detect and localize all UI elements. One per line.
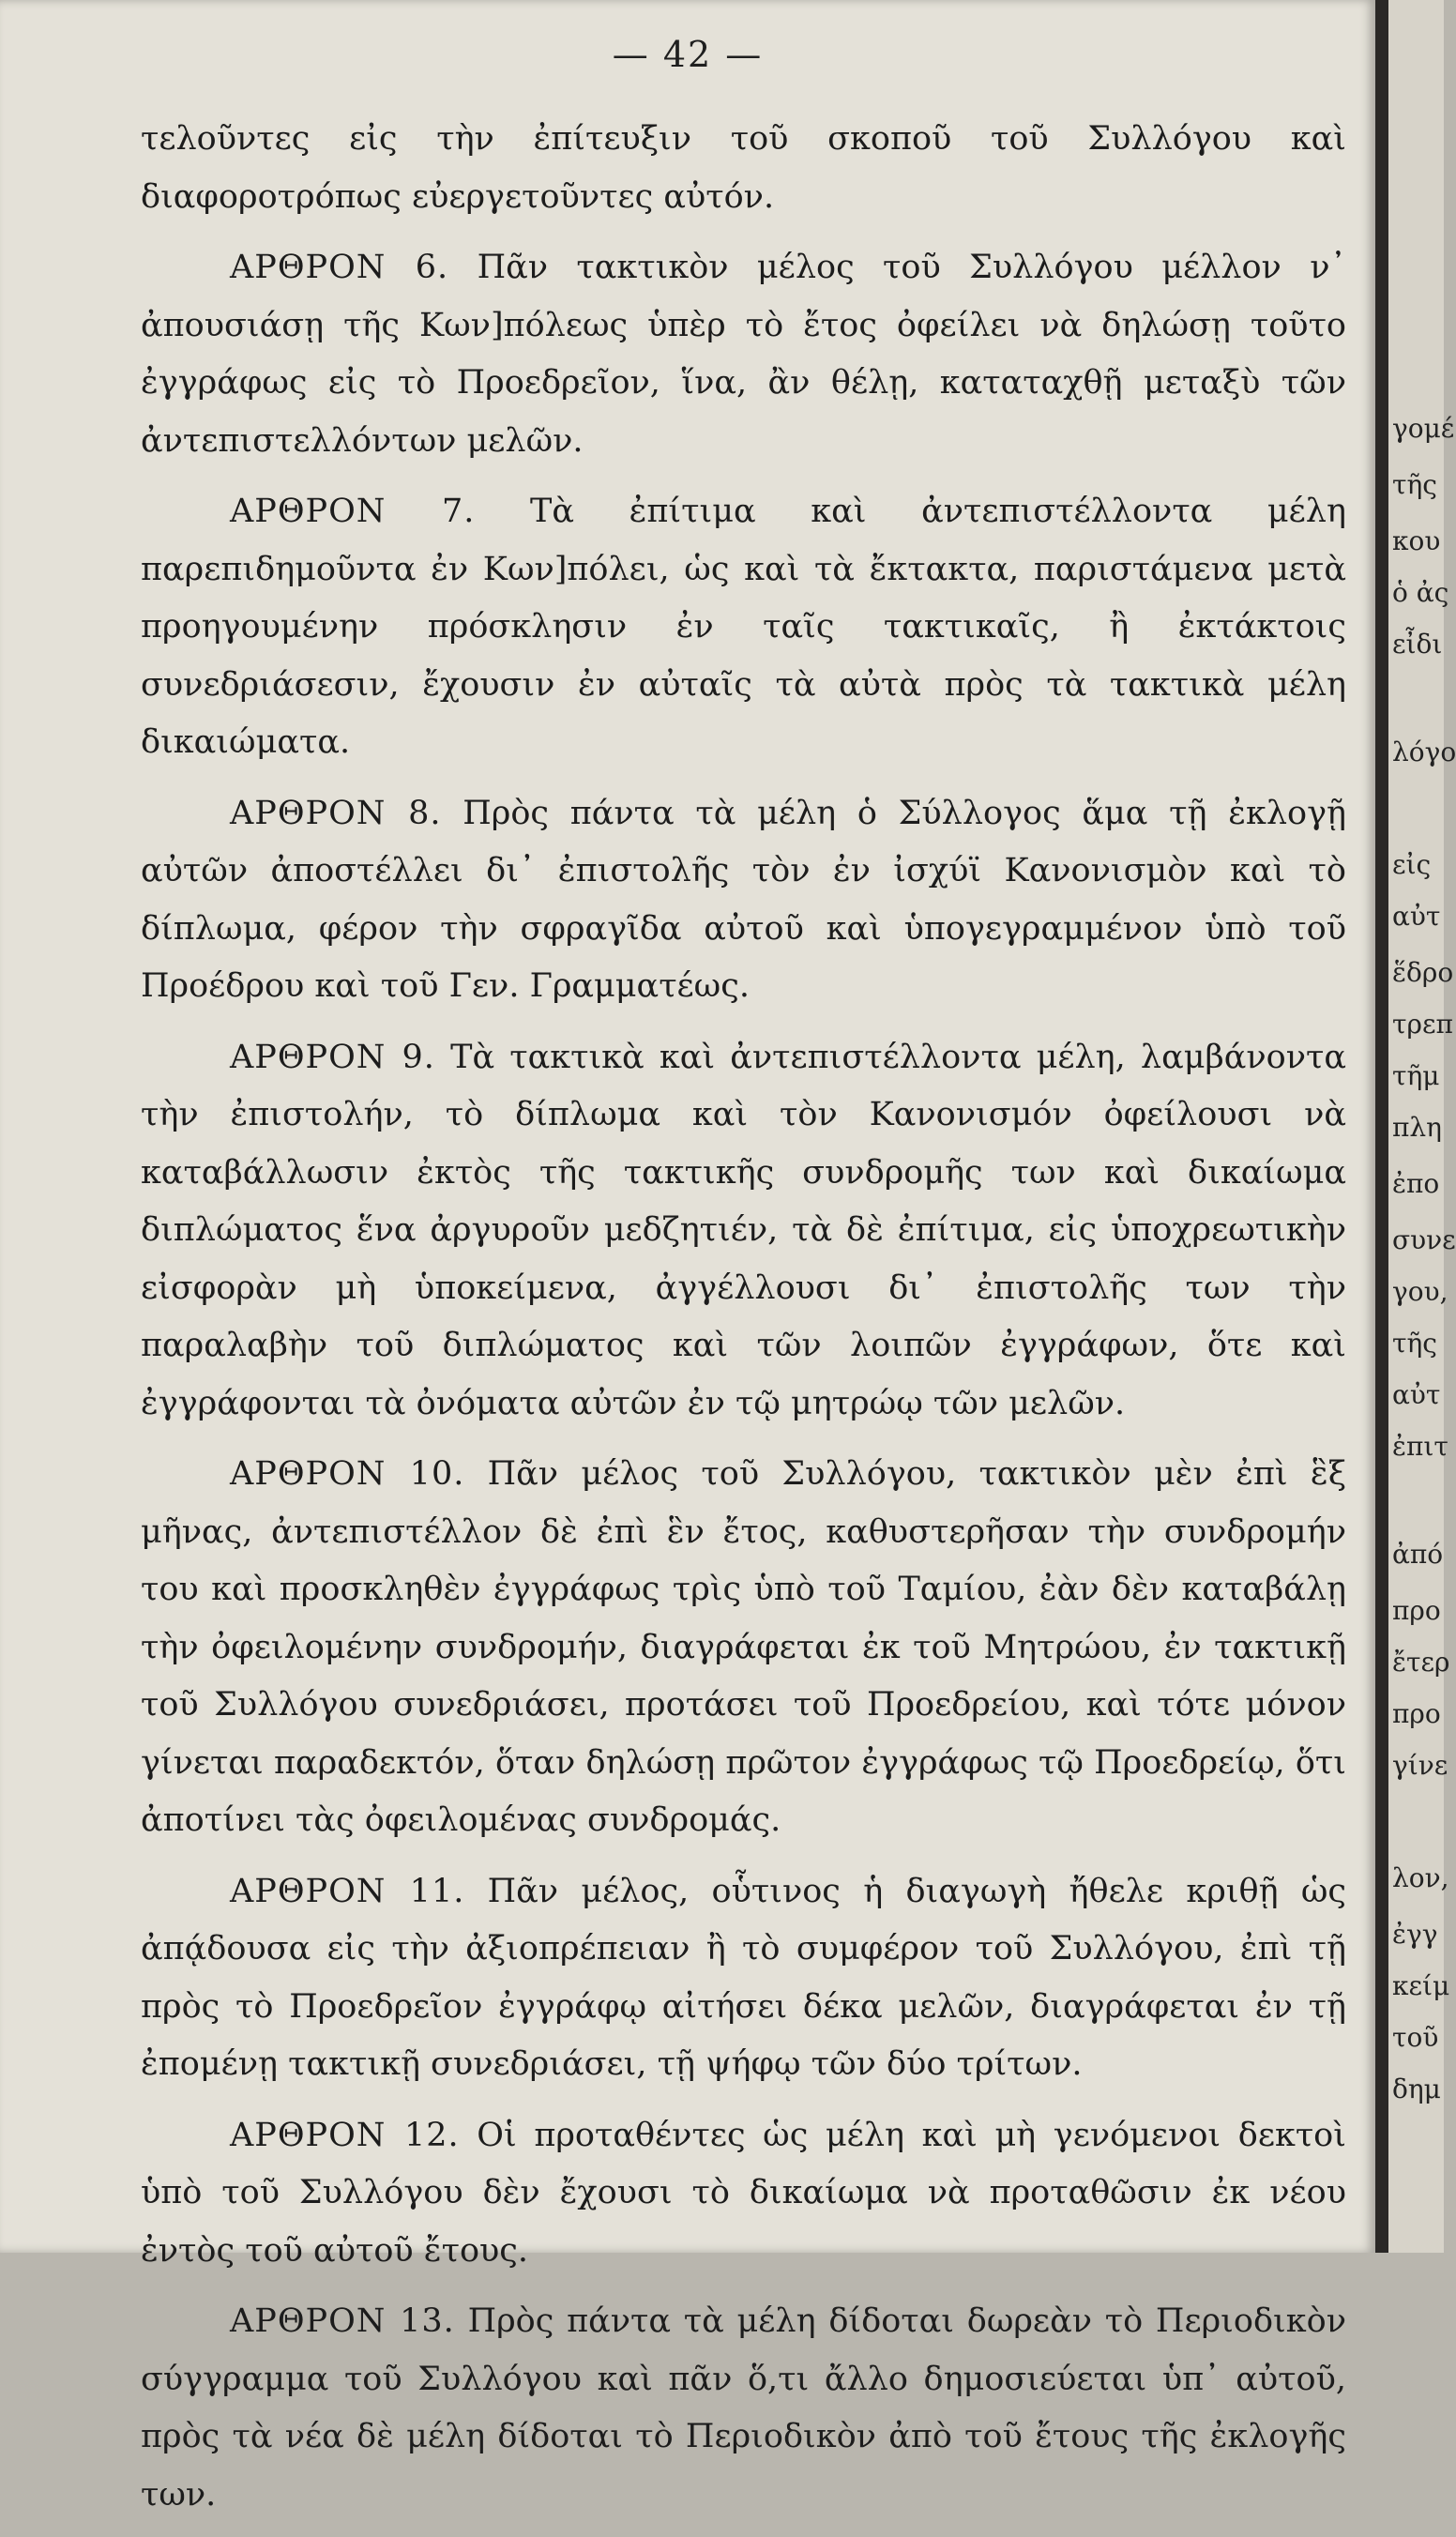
fragment-text: γου, <box>1392 1276 1448 1307</box>
paragraph-text: Πᾶν μέλος, οὗτινος ἡ διαγωγὴ ἤθελε κριθῇ ὡς ἀπᾴδουσα εἰς τὴν ἀξιοπρέπειαν ἢ τὸ συμφέρον τοῦ Συλλόγου, ἐπὶ τῇ πρὸς τὸ Προεδρεῖον ἐγγράφῳ αἰτήσει δέκα μελῶν, διαγράφεται ἐν τῇ ἐπομένῃ τακτικῇ συνεδριάσει, τῇ ψήφῳ τῶν δύο τρίτων. <box>141 1872 1346 2083</box>
article-12 <box>141 2107 1346 2281</box>
article-label: ΑΡΘΡΟΝ 6. <box>230 249 449 286</box>
fragment-text: τοῦ <box>1392 2022 1439 2053</box>
paragraph-continuation <box>141 111 1346 226</box>
paragraph-text: Τὰ ἐπίτιμα καὶ ἀντεπιστέλλοντα μέλη παρεπιδημοῦντα ἐν Κων]πόλει, ὡς καὶ τὰ ἔκτακτα, παριστάμενα μετὰ προηγουμένην πρόσκλησιν ἐν ταῖς τακτικαῖς, ἢ ἐκτάκτοις συνεδριάσεσιν, ἔχουσιν ἐν αὐταῖς τὰ αὐτὰ πρὸς τὰ τακτικὰ μέλη δικαιώματα. <box>141 493 1346 761</box>
fragment-text: γίνε <box>1392 1750 1448 1781</box>
fragment-text: αὐτ <box>1392 1379 1441 1410</box>
fragment-text: προ <box>1392 1595 1441 1626</box>
article-label: ΑΡΘΡΟΝ 9. <box>230 1038 435 1076</box>
paragraph-text: Οἱ προταθέντες ὡς μέλη καὶ μὴ γενόμενοι δεκτοὶ ὑπὸ τοῦ Συλλόγου δὲν ἔχουσι τὸ δικαίωμα νὰ προταθῶσιν ἐκ νέου ἐντὸς τοῦ αὐτοῦ ἔτους. <box>141 2116 1346 2270</box>
paragraph-text: Πρὸς πάντα τὰ μέλη δίδοται δωρεὰν τὸ Περιοδικὸν σύγγραμμα τοῦ Συλλόγου καὶ πᾶν ὅ,τι ἄλλο δημοσιεύεται ὑπ᾽ αὐτοῦ, πρὸς τὰ νέα δὲ μέλη δίδοται τὸ Περιοδικὸν ἀπὸ τοῦ ἔτους τῆς ἐκλογῆς των. <box>141 2302 1346 2514</box>
page-number: — 42 — <box>612 34 764 75</box>
fragment-text: λόγο <box>1392 737 1456 767</box>
article-label: ΑΡΘΡΟΝ 10. <box>230 1455 465 1493</box>
fragment-text: τῆς <box>1392 1328 1437 1359</box>
book-gutter <box>1375 0 1388 2253</box>
fragment-text: αὐτ <box>1392 901 1441 932</box>
article-label: ΑΡΘΡΟΝ 8. <box>230 794 442 832</box>
fragment-text: ἕδρο <box>1392 957 1454 988</box>
paragraph-text: Τὰ τακτικὰ καὶ ἀντεπιστέλλοντα μέλη, λαμβάνοντα τὴν ἐπιστολήν, τὸ δίπλωμα καὶ τὸν Κανονισμόν ὀφείλουσι νὰ καταβάλλωσιν ἐκτὸς τῆς τακτικῆς συνδρομῆς των καὶ δικαίωμα διπλώματος ἕνα ἀργυροῦν μεδζητιέν, τὰ δὲ ἐπίτιμα, εἰς ὑποχρεωτικὴν εἰσφορὰν μὴ ὑποκείμενα, ἀγγέλλουσι δι᾽ ἐπιστολῆς των τὴν παραλαβὴν τοῦ διπλώματος καὶ τῶν λοιπῶν ἐγγράφων, ὅτε καὶ ἐγγράφονται τὰ ὀνόματα αὐτῶν ἐν τῷ μητρώῳ τῶν μελῶν. <box>141 1038 1346 1422</box>
fragment-text: τῆμ <box>1392 1060 1440 1091</box>
fragment-text: προ <box>1392 1698 1441 1729</box>
fragment-text: γομέ <box>1392 413 1455 444</box>
paragraph-text: τελοῦντες εἰς τὴν ἐπίτευξιν τοῦ σκοποῦ τοῦ Συλλόγου καὶ διαφοροτρόπως εὐεργετοῦντες αὐτόν. <box>141 120 1346 216</box>
fragment-text: εἰς <box>1392 849 1432 880</box>
article-label: ΑΡΘΡΟΝ 11. <box>230 1872 465 1910</box>
fragment-text: ἐπιτ <box>1392 1431 1448 1462</box>
article-11 <box>141 1863 1346 2094</box>
fragment-text: ἐπο <box>1392 1168 1440 1199</box>
article-13 <box>141 2293 1346 2524</box>
article-10 <box>141 1446 1346 1850</box>
article-9 <box>141 1029 1346 1434</box>
article-label: ΑΡΘΡΟΝ 13. <box>230 2302 455 2340</box>
fragment-text: λον, <box>1392 1862 1449 1893</box>
paragraph-text: Πᾶν τακτικὸν μέλος τοῦ Συλλόγου μέλλον ν᾽ ἀπουσιάσῃ τῆς Κων]πόλεως ὑπὲρ τὸ ἔτος ὀφείλει νὰ δηλώσῃ τοῦτο ἐγγράφως εἰς τὸ Προεδρεῖον, ἵνα, ἂν θέλῃ, καταταχθῇ μεταξὺ τῶν ἀντεπιστελλόντων μελῶν. <box>141 249 1346 460</box>
article-8 <box>141 785 1346 1016</box>
paragraph-text: Πᾶν μέλος τοῦ Συλλόγου, τακτικὸν μὲν ἐπὶ ἓξ μῆνας, ἀντεπιστέλλον δὲ ἐπὶ ἓν ἔτος, καθυστερῆσαν τὴν συνδρομήν του καὶ προσκληθὲν ἐγγράφως τρὶς ὑπὸ τοῦ Ταμίου, ἐὰν δὲν καταβάλῃ τὴν ὀφειλομένην συνδρομήν, διαγράφεται ἐκ τοῦ Μητρώου, ἐν τακτικῇ τοῦ Συλλόγου συνεδριάσει, προτάσει τοῦ Προεδρείου, καὶ τότε μόνον γίνεται παραδεκτόν, ὅταν δηλώσῃ πρῶτον ἐγγράφως τῷ Προεδρείῳ, ὅτι ἀποτίνει τὰς ὀφειλομένας συνδρομάς. <box>141 1455 1346 1839</box>
article-6 <box>141 239 1346 470</box>
fragment-text: κείμ <box>1392 1970 1450 2001</box>
article-label: ΑΡΘΡΟΝ 12. <box>230 2116 460 2154</box>
fragment-text: δημ <box>1392 2074 1441 2104</box>
fragment-text: ἔτερ <box>1392 1647 1450 1678</box>
paragraph-text: Πρὸς πάντα τὰ μέλη ὁ Σύλλογος ἅμα τῇ ἐκλογῇ αὐτῶν ἀποστέλλει δι᾽ ἐπιστολῆς τὸν ἐν ἰσχύϊ Κανονισμὸν καὶ τὸ δίπλωμα, φέρον τὴν σφραγῖδα αὐτοῦ καὶ ὑπογεγραμμένον ὑπὸ τοῦ Προέδρου καὶ τοῦ Γεν. Γραμματέως. <box>141 794 1346 1005</box>
article-7 <box>141 483 1346 772</box>
fragment-text: ὁ ἀς <box>1392 577 1449 608</box>
fragment-text: ἐγγ <box>1392 1919 1438 1950</box>
fragment-text: εἶδι <box>1392 629 1443 660</box>
fragment-text: τῆς <box>1392 469 1437 500</box>
fragment-text: τρεπ <box>1392 1009 1453 1040</box>
fragment-text: συνε <box>1392 1224 1456 1255</box>
fragment-text: κου <box>1392 525 1441 556</box>
fragment-text: πλη <box>1392 1112 1442 1143</box>
body-text <box>141 111 1346 2537</box>
fragment-text: ἀπό <box>1392 1539 1444 1570</box>
article-label: ΑΡΘΡΟΝ 7. <box>230 493 476 530</box>
adjacent-page-edge <box>1388 0 1456 2253</box>
